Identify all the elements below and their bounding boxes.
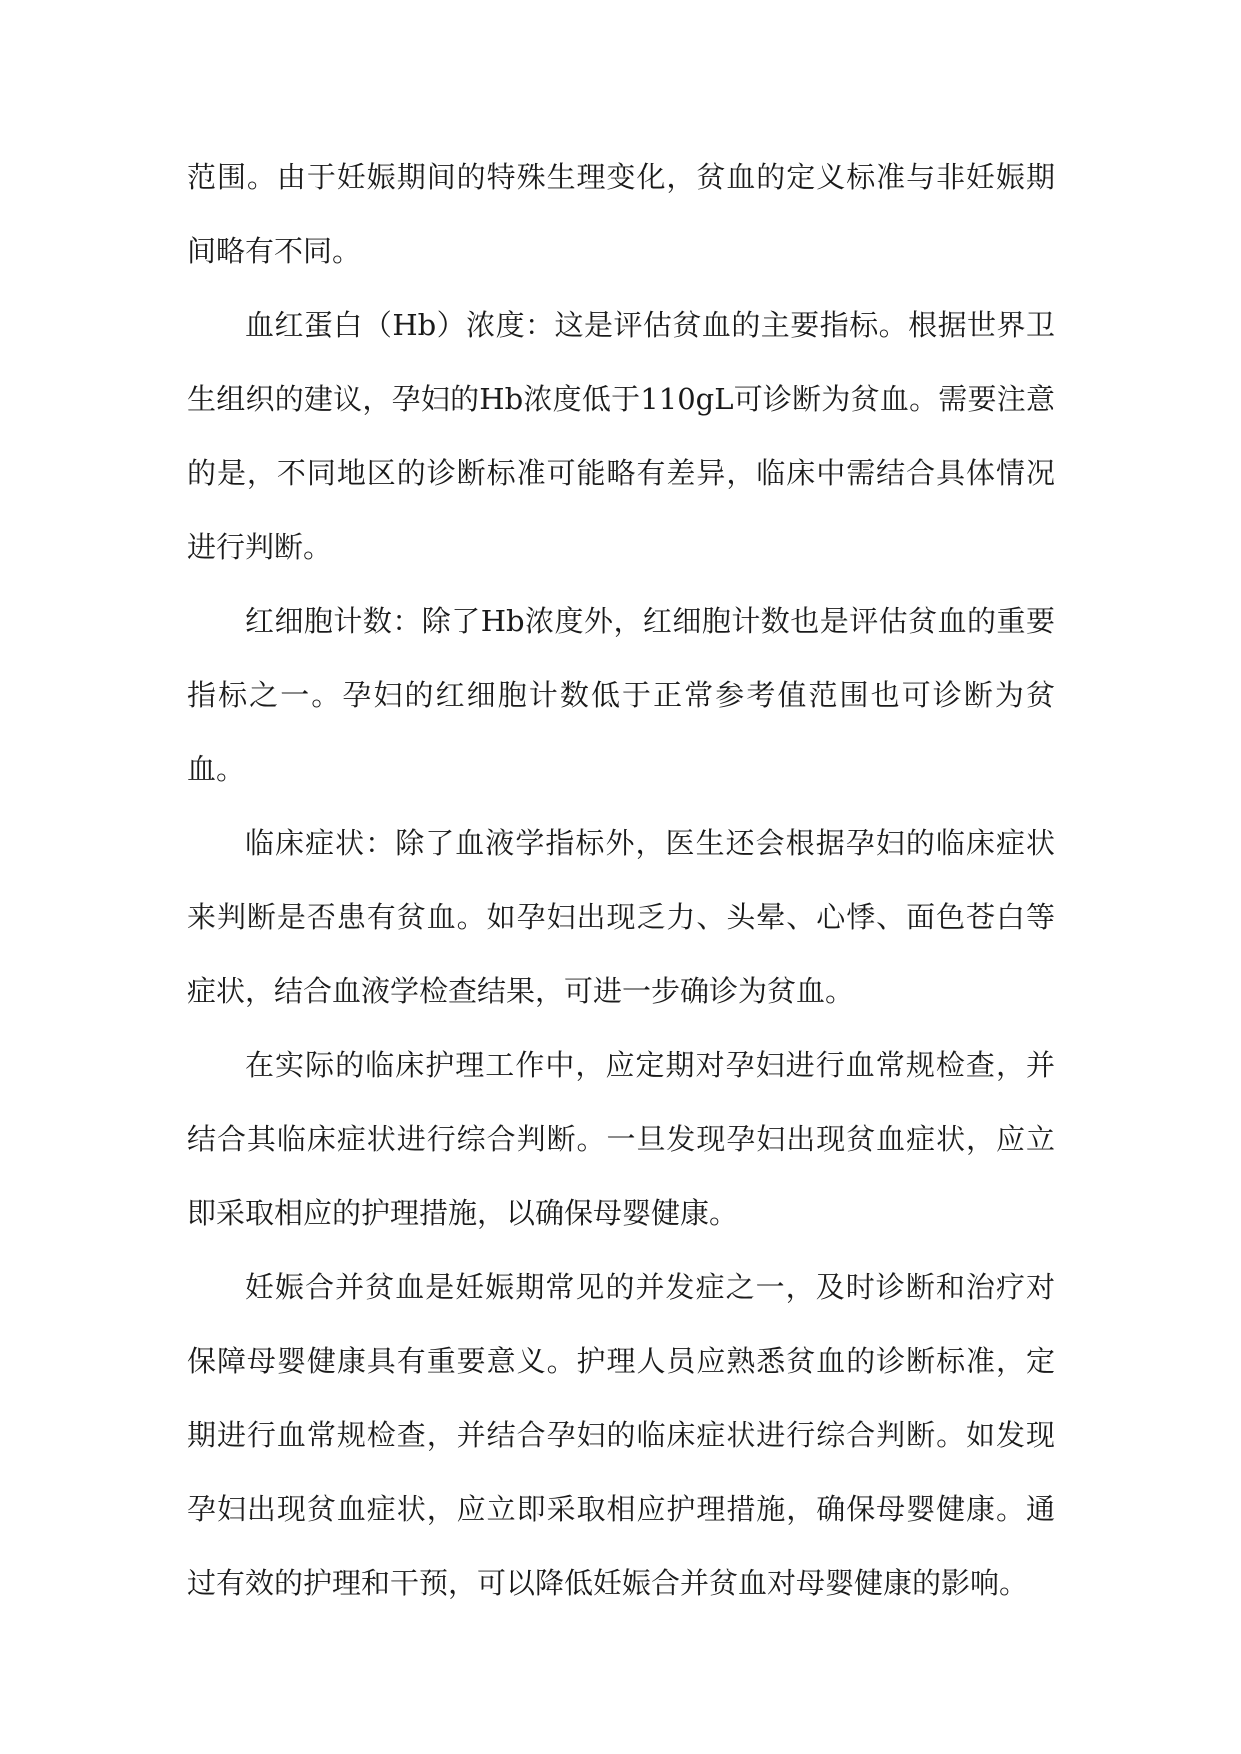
paragraph-clinical-practice: 在实际的临床护理工作中，应定期对孕妇进行血常规检查，并结合其临床症状进行综合判断。一旦发现孕妇出现贫血症状，应立即采取相应的护理措施，以确保母婴健康。 [187, 1048, 1055, 1230]
paragraph-continuation: 范围。由于妊娠期间的特殊生理变化，贫血的定义标准与非妊娠期间略有不同。 [187, 160, 1055, 268]
paragraph-red-cell-count: 红细胞计数：除了Hb浓度外，红细胞计数也是评估贫血的重要指标之一。孕妇的红细胞计数低于正常参考值范围也可诊断为贫血。 [187, 604, 1055, 786]
paragraph-hemoglobin: 血红蛋白（Hb）浓度：这是评估贫血的主要指标。根据世界卫生组织的建议，孕妇的Hb浓度低于110gL可诊断为贫血。需要注意的是，不同地区的诊断标准可能略有差异，临床中需结合具体情况进行判断。 [187, 308, 1055, 564]
paragraph-conclusion: 妊娠合并贫血是妊娠期常见的并发症之一，及时诊断和治疗对保障母婴健康具有重要意义。护理人员应熟悉贫血的诊断标准，定期进行血常规检查，并结合孕妇的临床症状进行综合判断。如发现孕妇出现贫血症状，应立即采取相应护理措施，确保母婴健康。通过有效的护理和干预，可以降低妊娠合并贫血对母婴健康的影响。 [187, 1270, 1055, 1600]
document-body [187, 140, 1055, 1620]
paragraph-clinical-symptoms: 临床症状：除了血液学指标外，医生还会根据孕妇的临床症状来判断是否患有贫血。如孕妇出现乏力、头晕、心悸、面色苍白等症状，结合血液学检查结果，可进一步确诊为贫血。 [187, 826, 1055, 1008]
